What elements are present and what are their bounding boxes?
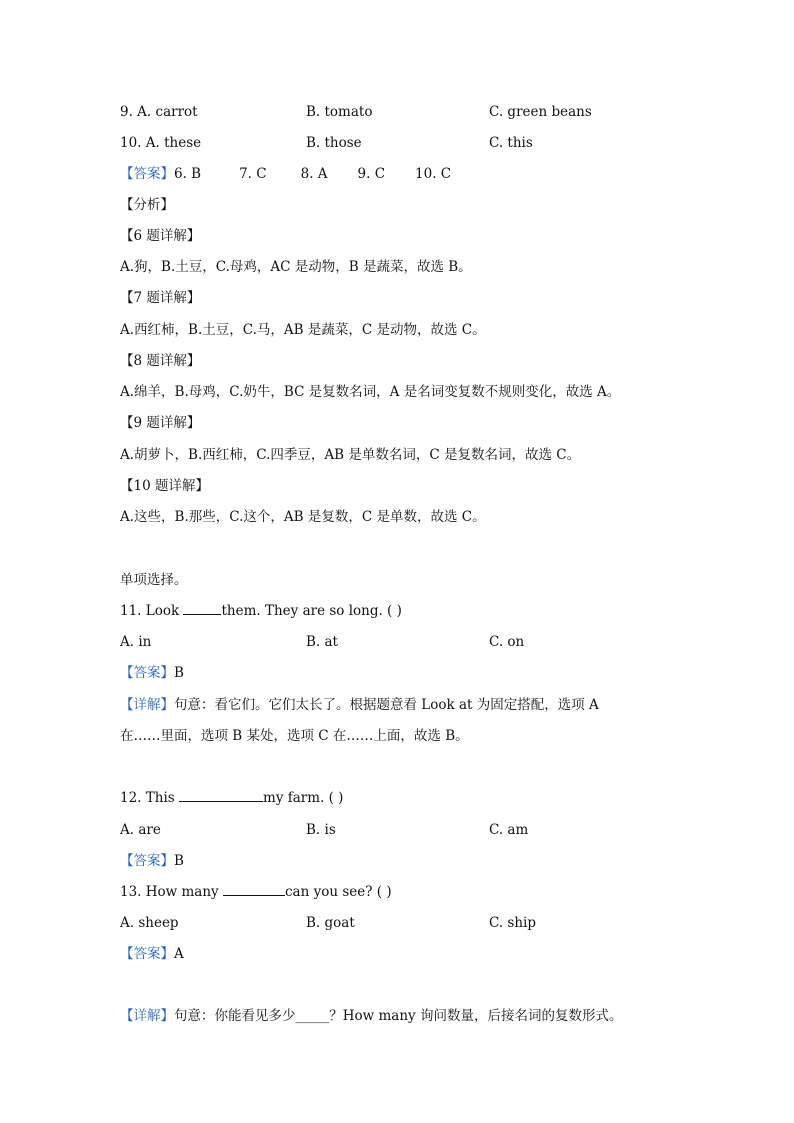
detail-label: 【详解】 xyxy=(120,697,174,713)
q12-option-a: A. are xyxy=(120,822,161,838)
answer-value: B xyxy=(174,853,184,869)
q13-option-b: B. goat xyxy=(306,915,355,931)
q12-stem-pre: 12. This xyxy=(120,790,175,806)
q13-blank xyxy=(223,883,285,896)
answer-item: 10. C xyxy=(415,166,452,182)
q13-answer xyxy=(120,944,184,964)
q11-stem-pre: 11. Look xyxy=(120,603,180,619)
detail-6-heading: 【6 题详解】 xyxy=(120,228,201,244)
detail-text: 句意：看它们。它们太长了。根据题意看 Look at 为固定搭配，选项 A xyxy=(174,697,599,713)
q11-stem-post: them. They are so long. ( ) xyxy=(221,603,402,619)
detail-8-heading: 【8 题详解】 xyxy=(120,353,201,369)
q10-option-c: C. this xyxy=(489,135,533,151)
q13-option-c: C. ship xyxy=(489,915,537,931)
answer-item: 7. C xyxy=(239,166,267,182)
section-title: 单项选择。 xyxy=(120,572,188,588)
q12-stem xyxy=(120,788,343,808)
answers-6-10 xyxy=(120,164,451,184)
q13-detail xyxy=(120,1006,622,1026)
detail-text: 句意：你能看见多少_____？How many 询问数量，后接名词的复数形式。 xyxy=(174,1008,623,1024)
q11-detail-line-1 xyxy=(120,695,599,715)
q11-stem xyxy=(120,601,402,621)
q9-option-a: 9. A. carrot xyxy=(120,104,198,120)
q13-stem-post: can you see? ( ) xyxy=(284,884,392,900)
answer-item: 8. A xyxy=(300,166,328,182)
detail-7-body: A.西红柿，B.土豆，C.马，AB 是蔬菜，C 是动物，故选 C。 xyxy=(120,322,486,338)
detail-7-heading: 【7 题详解】 xyxy=(120,290,201,306)
analysis-heading: 【分析】 xyxy=(120,197,174,213)
q12-answer xyxy=(120,851,184,871)
detail-9-body: A.胡萝卜，B.西红柿，C.四季豆，AB 是单数名词，C 是复数名词，故选 C。 xyxy=(120,447,581,463)
answer-item: 9. C xyxy=(357,166,386,182)
detail-10-heading: 【10 题详解】 xyxy=(120,478,209,494)
q11-detail-line-2: 在……里面，选项 B 某处，选项 C 在……上面，故选 B。 xyxy=(120,728,469,744)
detail-6-body: A.狗，B.土豆，C.母鸡，AC 是动物，B 是蔬菜，故选 B。 xyxy=(120,259,472,275)
q11-blank xyxy=(183,602,221,615)
detail-label: 【详解】 xyxy=(120,1008,174,1024)
q13-stem xyxy=(120,882,392,902)
answer-value: A xyxy=(174,946,184,962)
detail-10-body: A.这些，B.那些，C.这个，AB 是复数，C 是单数，故选 C。 xyxy=(120,509,486,525)
q11-option-b: B. at xyxy=(306,634,338,650)
answer-item: 6. B xyxy=(174,166,202,182)
q11-option-a: A. in xyxy=(120,634,152,650)
answer-label: 【答案】 xyxy=(120,166,174,182)
q9-option-c: C. green beans xyxy=(489,104,592,120)
q11-option-c: C. on xyxy=(489,634,525,650)
answer-label: 【答案】 xyxy=(120,665,174,681)
answer-label: 【答案】 xyxy=(120,853,174,869)
q13-option-a: A. sheep xyxy=(120,915,179,931)
q12-option-c: C. am xyxy=(489,822,529,838)
answer-label: 【答案】 xyxy=(120,946,174,962)
q12-option-b: B. is xyxy=(306,822,336,838)
q10-option-a: 10. A. these xyxy=(120,135,202,151)
q12-stem-post: my farm. ( ) xyxy=(263,790,344,806)
q11-answer xyxy=(120,663,184,683)
q9-option-b: B. tomato xyxy=(306,104,373,120)
q10-option-b: B. those xyxy=(306,135,362,151)
detail-8-body: A.绵羊，B.母鸡，C.奶牛，BC 是复数名词，A 是名词变复数不规则变化，故选 A。 xyxy=(120,384,621,400)
answer-value: B xyxy=(174,665,184,681)
q13-stem-pre: 13. How many xyxy=(120,884,219,900)
detail-9-heading: 【9 题详解】 xyxy=(120,415,201,431)
q12-blank xyxy=(179,789,263,802)
